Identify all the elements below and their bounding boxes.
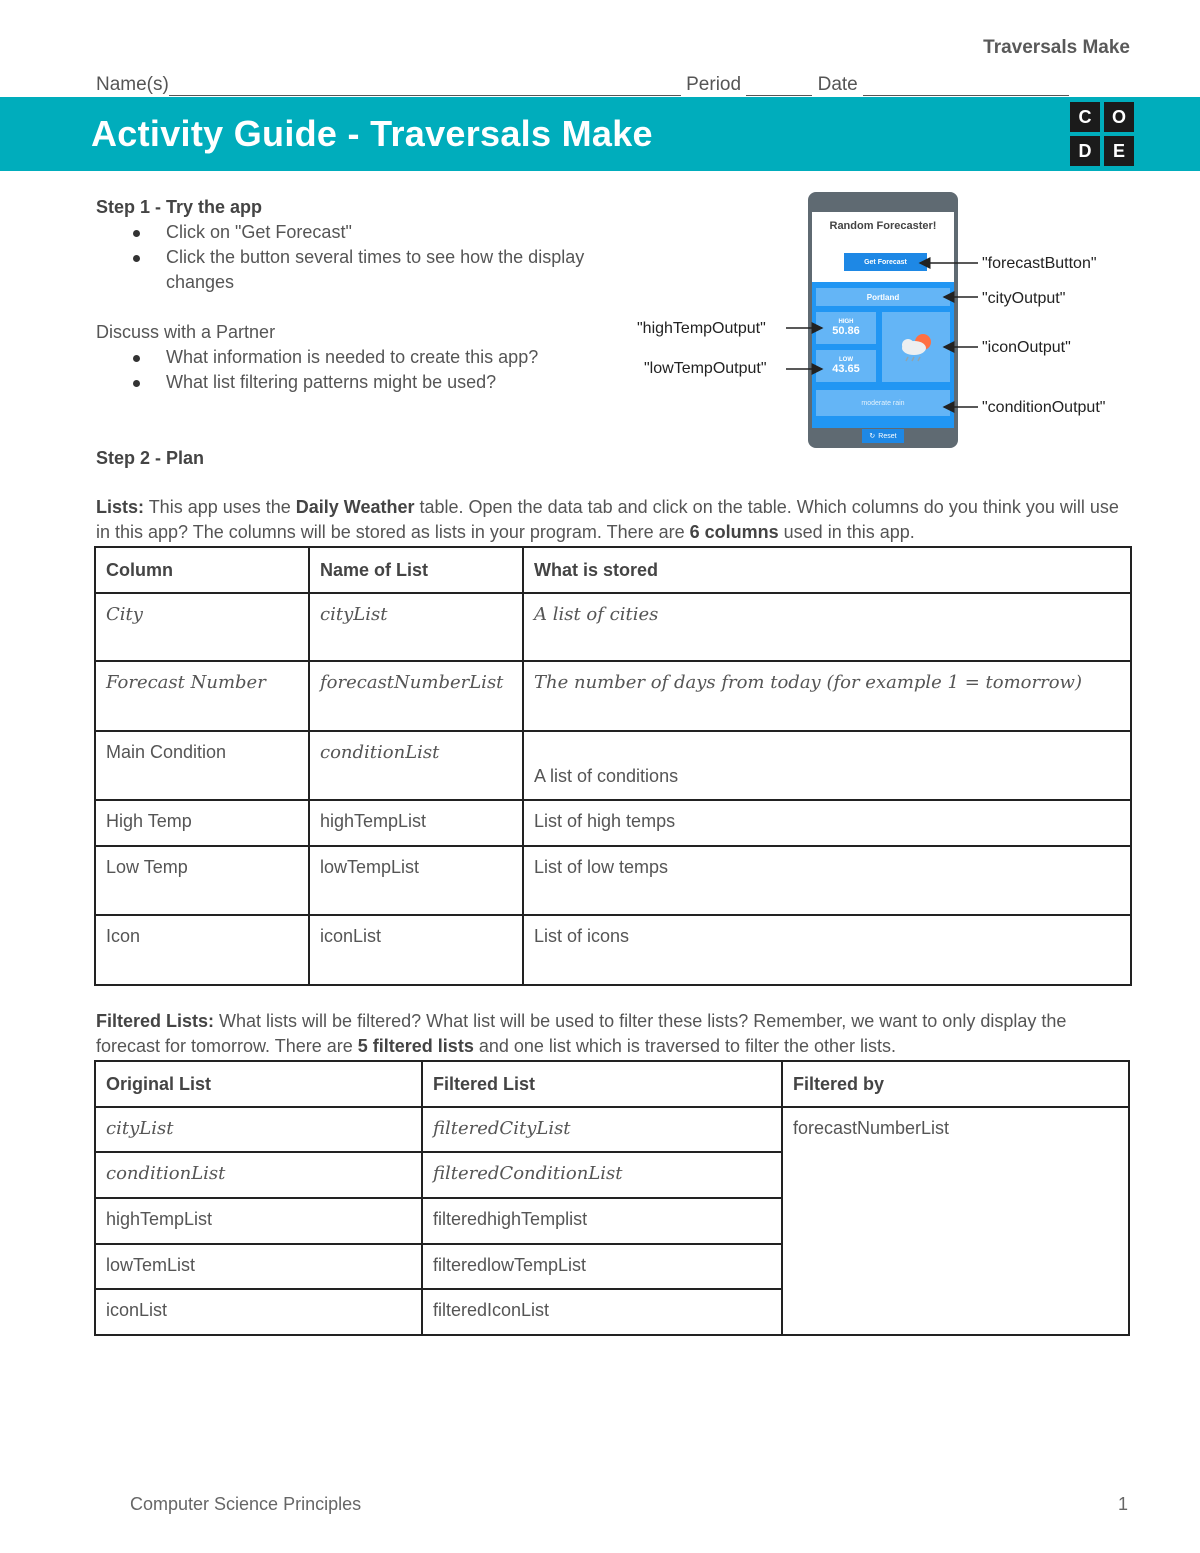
header-doc-title: Traversals Make [983, 37, 1130, 58]
table-cell[interactable]: A list of conditions [523, 731, 1131, 800]
app-city-box: Portland [816, 288, 950, 306]
table-cell[interactable]: iconList [309, 915, 523, 985]
column-header-what-is-stored: What is stored [523, 547, 1131, 593]
columns-table [94, 546, 1132, 986]
date-label: Date [817, 74, 858, 95]
step2-heading: Step 2 - Plan [96, 448, 205, 468]
logo-letter-d: D [1070, 136, 1100, 166]
table-cell[interactable]: High Temp [95, 800, 309, 846]
lists-text-3: used in this app. [778, 522, 915, 542]
table-cell[interactable]: lowTemList [95, 1244, 422, 1289]
lists-count: 6 columns [689, 522, 779, 542]
table-cell[interactable]: Forecast Number [95, 661, 309, 731]
discuss-heading: Discuss with a Partner [96, 322, 276, 342]
table-cell[interactable]: cityList [95, 1107, 422, 1152]
table-row [95, 846, 1131, 915]
logo-letter-o: O [1104, 102, 1134, 132]
table-cell[interactable]: The number of days from today (for example 1 = tomorrow) [523, 661, 1131, 731]
table-cell[interactable]: iconList [95, 1289, 422, 1335]
column-header-filtered-by: Filtered by [782, 1061, 1129, 1107]
column-header-name-of-list: Name of List [309, 547, 523, 593]
label-forecast-button: "forecastButton" [982, 255, 1097, 272]
table-cell[interactable]: conditionList [95, 1152, 422, 1198]
column-header-original-list: Original List [95, 1061, 422, 1107]
column-header-column: Column [95, 547, 309, 593]
table-cell[interactable]: List of low temps [523, 846, 1131, 915]
filtered-count: 5 filtered lists [357, 1036, 474, 1056]
name-label: Name(s) [96, 74, 169, 95]
lists-text-1: This app uses the [144, 497, 296, 517]
column-header-filtered-list: Filtered List [422, 1061, 782, 1107]
step1-bullet: Click the button several times to see how the display changes [96, 245, 596, 295]
table-cell[interactable]: filteredCityList [422, 1107, 782, 1152]
table-row [95, 1107, 1129, 1152]
table-cell[interactable]: highTempList [309, 800, 523, 846]
app-low-value: 43.65 [832, 363, 860, 375]
app-title: Random Forecaster! [829, 220, 937, 232]
label-icon-output: "iconOutput" [982, 339, 1071, 356]
filtered-instructions [96, 1009, 1126, 1059]
table-cell[interactable]: List of high temps [523, 800, 1131, 846]
filtered-text-2: and one list which is traversed to filter the other lists. [473, 1036, 897, 1056]
period-label: Period [686, 74, 742, 95]
lists-instructions [96, 495, 1126, 545]
table-cell[interactable]: filteredConditionList [422, 1152, 782, 1198]
filtered-table [94, 1060, 1130, 1336]
table-cell[interactable]: Low Temp [95, 846, 309, 915]
table-cell[interactable]: cityList [309, 593, 523, 661]
app-low-label: LOW [839, 357, 853, 363]
table-cell[interactable]: filteredlowTempList [422, 1244, 782, 1289]
reset-icon: ↻ [869, 433, 876, 440]
lists-label: Lists: [96, 497, 145, 517]
table-cell[interactable]: highTempList [95, 1198, 422, 1244]
table-cell[interactable]: Icon [95, 915, 309, 985]
footer-course: Computer Science Principles [130, 1494, 362, 1514]
label-condition-output: "conditionOutput" [982, 399, 1106, 416]
filtered-text-1: What lists will be filtered? What list will be used to filter these lists? Remember, we want to only display the forecast for tomorrow. There are [96, 1011, 1067, 1056]
step1-bullet: Click on "Get Forecast" [96, 220, 596, 245]
table-row [95, 593, 1131, 661]
discuss-bullet: What information is needed to create this app? [96, 345, 616, 370]
table-cell[interactable]: Main Condition [95, 731, 309, 800]
table-cell[interactable]: List of icons [523, 915, 1131, 985]
table-cell[interactable]: conditionList [309, 731, 523, 800]
logo-letter-e: E [1104, 136, 1134, 166]
filtered-table-header-row [95, 1061, 1129, 1107]
table-cell[interactable]: City [95, 593, 309, 661]
footer-page-number: 1 [1118, 1494, 1129, 1514]
columns-table-header-row [95, 547, 1131, 593]
app-condition-box: moderate rain [816, 390, 950, 416]
callout-arrows [0, 0, 1200, 460]
step1-heading: Step 1 - Try the app [96, 197, 263, 217]
table-row [95, 661, 1131, 731]
table-cell[interactable]: forecastNumberList [309, 661, 523, 731]
filtered-label: Filtered Lists: [96, 1011, 215, 1031]
get-forecast-button[interactable]: Get Forecast [844, 253, 927, 271]
table-cell[interactable]: filteredIconList [422, 1289, 782, 1335]
table-row [95, 915, 1131, 985]
table-cell[interactable]: filteredhighTemplist [422, 1198, 782, 1244]
label-city-output: "cityOutput" [982, 290, 1066, 307]
table-row [95, 731, 1131, 800]
table-cell[interactable]: A list of cities [523, 593, 1131, 661]
discuss-bullet: What list filtering patterns might be used? [96, 370, 616, 395]
reset-label: Reset [878, 432, 897, 440]
label-high-temp-output: "highTempOutput" [637, 320, 766, 337]
lists-text-2: table. Open the data tab and click on the table. Which columns do you think you will use in this app? The columns will be stored as lists in your program. There are [96, 497, 1119, 542]
table-row [95, 800, 1131, 846]
table-cell[interactable]: lowTempList [309, 846, 523, 915]
app-high-value: 50.86 [832, 325, 860, 337]
label-low-temp-output: "lowTempOutput" [644, 360, 767, 377]
app-high-label: HIGH [838, 319, 854, 325]
filtered-by-cell[interactable]: forecastNumberList [782, 1107, 1129, 1335]
lists-table-name: Daily Weather [295, 497, 415, 517]
logo-letter-c: C [1070, 102, 1100, 132]
page-title: Activity Guide - Traversals Make [91, 113, 653, 154]
